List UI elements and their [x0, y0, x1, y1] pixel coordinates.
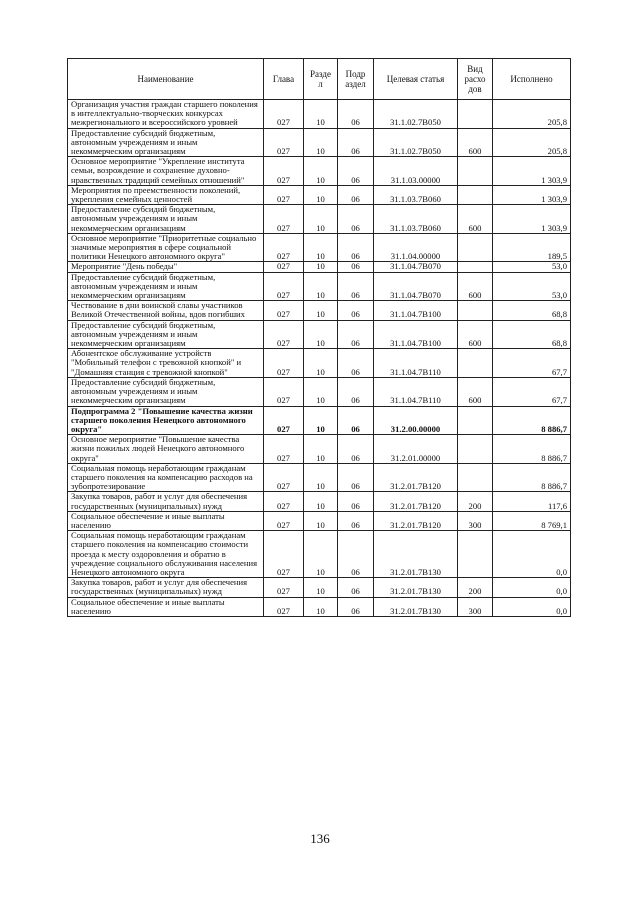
cell-subsection: 06 [338, 492, 374, 511]
cell-target-article: 31.2.01.7В130 [374, 597, 458, 616]
cell-subsection: 06 [338, 233, 374, 262]
cell-name: Социальная помощь неработающим гражданам старшего поколения на компенсацию стоимости проезда к месту оздоровления и обратно в учреждение социального обслуживания населения Ненецкого автономного округа [68, 531, 264, 578]
cell-section: 10 [304, 435, 338, 464]
cell-section: 10 [304, 320, 338, 349]
cell-target-article: 31.2.01.7В120 [374, 511, 458, 530]
cell-subsection: 06 [338, 272, 374, 301]
cell-chapter: 027 [264, 128, 304, 157]
cell-section: 10 [304, 233, 338, 262]
table-row [68, 597, 571, 616]
cell-chapter: 027 [264, 435, 304, 464]
cell-expense-type [458, 100, 493, 129]
table-row [68, 205, 571, 234]
cell-target-article: 31.2.01.7В130 [374, 578, 458, 597]
table-row [68, 463, 571, 492]
table-row [68, 511, 571, 530]
cell-section: 10 [304, 578, 338, 597]
cell-chapter: 027 [264, 272, 304, 301]
cell-target-article: 31.1.03.7В060 [374, 205, 458, 234]
header-executed: Исполнено [493, 59, 571, 100]
cell-expense-type: 300 [458, 597, 493, 616]
cell-target-article: 31.2.01.7В120 [374, 463, 458, 492]
cell-subsection: 06 [338, 185, 374, 204]
header-expense-type: Вид расхо дов [458, 59, 493, 100]
cell-chapter: 027 [264, 233, 304, 262]
cell-name: Организация участия граждан старшего поколения в интеллектуально-творческих конкурсах межрегионального и всероссийского уровней [68, 100, 264, 129]
cell-chapter: 027 [264, 463, 304, 492]
cell-executed: 67,7 [493, 377, 571, 406]
cell-subsection: 06 [338, 301, 374, 320]
cell-subsection: 06 [338, 531, 374, 578]
cell-executed: 67,7 [493, 349, 571, 378]
cell-section: 10 [304, 301, 338, 320]
cell-expense-type: 600 [458, 272, 493, 301]
cell-expense-type: 200 [458, 492, 493, 511]
cell-name: Основное мероприятие "Укрепление института семьи, возрождение и сохранение духовно-нравственных традиций семейных отношений" [68, 157, 264, 186]
cell-executed: 1 303,9 [493, 157, 571, 186]
cell-expense-type [458, 406, 493, 435]
cell-target-article: 31.2.01.7В120 [374, 492, 458, 511]
cell-chapter: 027 [264, 531, 304, 578]
cell-subsection: 06 [338, 406, 374, 435]
cell-expense-type [458, 301, 493, 320]
cell-target-article: 31.1.04.7В070 [374, 272, 458, 301]
cell-name: Предоставление субсидий бюджетным, автономным учреждениям и иным некоммерческим организациям [68, 128, 264, 157]
cell-chapter: 027 [264, 157, 304, 186]
cell-section: 10 [304, 463, 338, 492]
cell-section: 10 [304, 272, 338, 301]
cell-chapter: 027 [264, 492, 304, 511]
cell-target-article: 31.1.04.7В070 [374, 262, 458, 272]
cell-executed: 8 886,7 [493, 435, 571, 464]
cell-section: 10 [304, 511, 338, 530]
budget-table [67, 58, 571, 617]
cell-expense-type [458, 531, 493, 578]
cell-name: Социальная помощь неработающим гражданам старшего поколения на компенсацию расходов на зубопротезирование [68, 463, 264, 492]
cell-target-article: 31.1.04.7В100 [374, 320, 458, 349]
table-row [68, 185, 571, 204]
cell-expense-type [458, 185, 493, 204]
table-row [68, 578, 571, 597]
table-row [68, 128, 571, 157]
cell-chapter: 027 [264, 349, 304, 378]
cell-chapter: 027 [264, 100, 304, 129]
cell-section: 10 [304, 262, 338, 272]
cell-name: Подпрограмма 2 "Повышение качества жизни старшего поколения Ненецкого автономного округа" [68, 406, 264, 435]
cell-section: 10 [304, 377, 338, 406]
table-row [68, 377, 571, 406]
cell-name: Абонентское обслуживание устройств "Мобильный телефон с тревожной кнопкой" и "Домашняя станция с тревожной кнопкой" [68, 349, 264, 378]
cell-expense-type [458, 463, 493, 492]
cell-subsection: 06 [338, 377, 374, 406]
cell-section: 10 [304, 100, 338, 129]
cell-chapter: 027 [264, 205, 304, 234]
header-section: Разде л [304, 59, 338, 100]
cell-name: Предоставление субсидий бюджетным, автономным учреждениям и иным некоммерческим организациям [68, 320, 264, 349]
cell-section: 10 [304, 157, 338, 186]
cell-subsection: 06 [338, 463, 374, 492]
cell-chapter: 027 [264, 185, 304, 204]
cell-executed: 68,8 [493, 320, 571, 349]
cell-target-article: 31.2.01.7В130 [374, 531, 458, 578]
cell-chapter: 027 [264, 301, 304, 320]
cell-subsection: 06 [338, 157, 374, 186]
cell-section: 10 [304, 492, 338, 511]
cell-expense-type: 600 [458, 377, 493, 406]
cell-name: Предоставление субсидий бюджетным, автономным учреждениям и иным некоммерческим организациям [68, 377, 264, 406]
cell-section: 10 [304, 205, 338, 234]
table-row [68, 233, 571, 262]
cell-name: Основное мероприятие "Повышение качества жизни пожилых людей Ненецкого автономного округа" [68, 435, 264, 464]
cell-section: 10 [304, 185, 338, 204]
cell-executed: 205,8 [493, 100, 571, 129]
cell-executed: 205,8 [493, 128, 571, 157]
header-subsection: Подр аздел [338, 59, 374, 100]
cell-section: 10 [304, 531, 338, 578]
table-row [68, 157, 571, 186]
table-row [68, 272, 571, 301]
cell-target-article: 31.1.04.00000 [374, 233, 458, 262]
cell-executed: 8 886,7 [493, 463, 571, 492]
cell-target-article: 31.1.03.7В060 [374, 185, 458, 204]
cell-chapter: 027 [264, 320, 304, 349]
cell-chapter: 027 [264, 511, 304, 530]
cell-section: 10 [304, 597, 338, 616]
cell-subsection: 06 [338, 578, 374, 597]
cell-name: Социальное обеспечение и иные выплаты населению [68, 597, 264, 616]
cell-target-article: 31.1.02.7В050 [374, 100, 458, 129]
header-chapter: Глава [264, 59, 304, 100]
cell-chapter: 027 [264, 406, 304, 435]
header-row [68, 59, 571, 100]
cell-section: 10 [304, 349, 338, 378]
table-row [68, 100, 571, 129]
cell-expense-type [458, 262, 493, 272]
cell-subsection: 06 [338, 205, 374, 234]
cell-expense-type [458, 233, 493, 262]
cell-expense-type [458, 349, 493, 378]
cell-expense-type: 200 [458, 578, 493, 597]
page-number: 136 [310, 831, 330, 846]
table-row [68, 320, 571, 349]
table-row [68, 435, 571, 464]
cell-executed: 53,0 [493, 262, 571, 272]
cell-executed: 1 303,9 [493, 185, 571, 204]
cell-name: Закупка товаров, работ и услуг для обеспечения государственных (муниципальных) нужд [68, 492, 264, 511]
cell-executed: 8 886,7 [493, 406, 571, 435]
cell-target-article: 31.1.04.7В110 [374, 377, 458, 406]
cell-expense-type: 600 [458, 128, 493, 157]
cell-name: Мероприятия по преемственности поколений, укрепления семейных ценностей [68, 185, 264, 204]
cell-name: Предоставление субсидий бюджетным, автономным учреждениям и иным некоммерческим организациям [68, 272, 264, 301]
cell-name: Мероприятие "День победы" [68, 262, 264, 272]
table-row [68, 531, 571, 578]
table-row [68, 349, 571, 378]
cell-subsection: 06 [338, 262, 374, 272]
cell-expense-type: 600 [458, 320, 493, 349]
cell-executed: 189,5 [493, 233, 571, 262]
cell-target-article: 31.2.00.00000 [374, 406, 458, 435]
cell-subsection: 06 [338, 435, 374, 464]
cell-executed: 8 769,1 [493, 511, 571, 530]
cell-expense-type: 600 [458, 205, 493, 234]
table-body [68, 100, 571, 617]
cell-expense-type [458, 435, 493, 464]
cell-subsection: 06 [338, 597, 374, 616]
cell-chapter: 027 [264, 377, 304, 406]
cell-name: Закупка товаров, работ и услуг для обеспечения государственных (муниципальных) нужд [68, 578, 264, 597]
cell-subsection: 06 [338, 349, 374, 378]
cell-name: Чествование в дни воинской славы участников Великой Отечественной войны, вдов погибших [68, 301, 264, 320]
table-row [68, 492, 571, 511]
budget-table-container [67, 58, 571, 617]
cell-name: Основное мероприятие "Приоритетные социально значимые мероприятия в сфере социальной политики Ненецкого автономного округа" [68, 233, 264, 262]
table-row [68, 301, 571, 320]
cell-target-article: 31.1.04.7В100 [374, 301, 458, 320]
table-row [68, 262, 571, 272]
cell-expense-type: 300 [458, 511, 493, 530]
cell-executed: 68,8 [493, 301, 571, 320]
cell-target-article: 31.1.03.00000 [374, 157, 458, 186]
cell-name: Социальное обеспечение и иные выплаты населению [68, 511, 264, 530]
cell-subsection: 06 [338, 511, 374, 530]
cell-subsection: 06 [338, 100, 374, 129]
cell-chapter: 027 [264, 262, 304, 272]
cell-target-article: 31.1.04.7В110 [374, 349, 458, 378]
cell-executed: 0,0 [493, 578, 571, 597]
cell-executed: 0,0 [493, 531, 571, 578]
cell-subsection: 06 [338, 320, 374, 349]
cell-executed: 117,6 [493, 492, 571, 511]
cell-subsection: 06 [338, 128, 374, 157]
cell-target-article: 31.2.01.00000 [374, 435, 458, 464]
cell-executed: 0,0 [493, 597, 571, 616]
table-row [68, 406, 571, 435]
cell-executed: 53,0 [493, 272, 571, 301]
cell-executed: 1 303,9 [493, 205, 571, 234]
header-name: Наименование [68, 59, 264, 100]
cell-name: Предоставление субсидий бюджетным, автономным учреждениям и иным некоммерческим организациям [68, 205, 264, 234]
cell-chapter: 027 [264, 597, 304, 616]
cell-section: 10 [304, 406, 338, 435]
cell-expense-type [458, 157, 493, 186]
cell-section: 10 [304, 128, 338, 157]
header-target-article: Целевая статья [374, 59, 458, 100]
cell-target-article: 31.1.02.7В050 [374, 128, 458, 157]
cell-chapter: 027 [264, 578, 304, 597]
